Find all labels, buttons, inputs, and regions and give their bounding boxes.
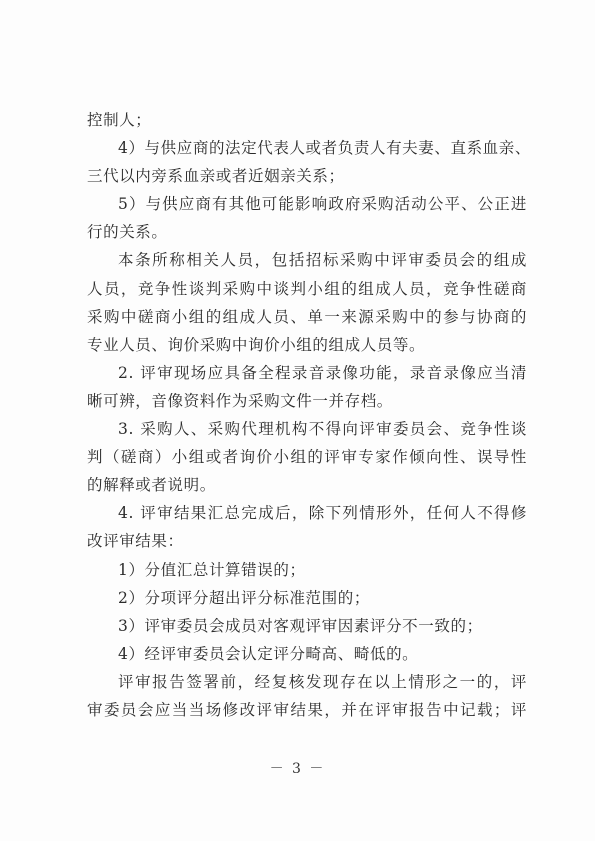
text-line: 2）分项评分超出评分标准范围的； xyxy=(118,588,370,607)
text-line: 评审报告签署前，经复核发现存在以上情形之一的，评 xyxy=(118,672,527,691)
text-line: 3. 采购人、采购代理机构不得向评审委员会、竞争性谈 xyxy=(118,420,527,439)
text-line: 4）与供应商的法定代表人或者负责人有夫妻、直系血亲、 xyxy=(118,139,531,158)
page-number: － 3 － xyxy=(269,761,326,777)
text-line: 专业人员、询价采购中询价小组的组成人员等。 xyxy=(87,335,426,354)
text-line: 审委员会应当当场修改评审结果，并在评审报告中记载；评 xyxy=(87,700,527,719)
body-text xyxy=(87,106,531,724)
text-line: 3）评审委员会成员对客观评审因素评分不一致的； xyxy=(118,616,483,635)
text-line: 三代以内旁系血亲或者近姻亲关系； xyxy=(87,167,345,186)
text-line: 行的关系。 xyxy=(87,223,168,242)
text-line: 2. 评审现场应具备全程录音录像功能，录音录像应当清 xyxy=(118,363,527,382)
text-line: 4. 评审结果汇总完成后，除下列情形外，任何人不得修 xyxy=(118,504,527,523)
text-line: 改评审结果： xyxy=(87,532,184,551)
text-line: 控制人； xyxy=(87,111,152,129)
text-line: 的解释或者说明。 xyxy=(87,476,216,495)
text-line: 1）分值汇总计算错误的； xyxy=(118,560,306,579)
text-line: 本条所称相关人员，包括招标采购中评审委员会的组成 xyxy=(118,251,527,270)
text-line: 晰可辨，音像资料作为采购文件一并存档。 xyxy=(87,391,393,410)
text-line: 判（磋商）小组或者询价小组的评审专家作倾向性、误导性 xyxy=(87,448,527,467)
text-line: 4）经评审委员会认定评分畸高、畸低的。 xyxy=(118,644,419,663)
text-line: 人员，竞争性谈判采购中谈判小组的组成人员，竞争性磋商 xyxy=(87,279,527,298)
text-line: 5）与供应商有其他可能影响政府采购活动公平、公正进 xyxy=(118,195,527,214)
text-line: 采购中磋商小组的组成人员、单一来源采购中的参与协商的 xyxy=(87,307,527,326)
